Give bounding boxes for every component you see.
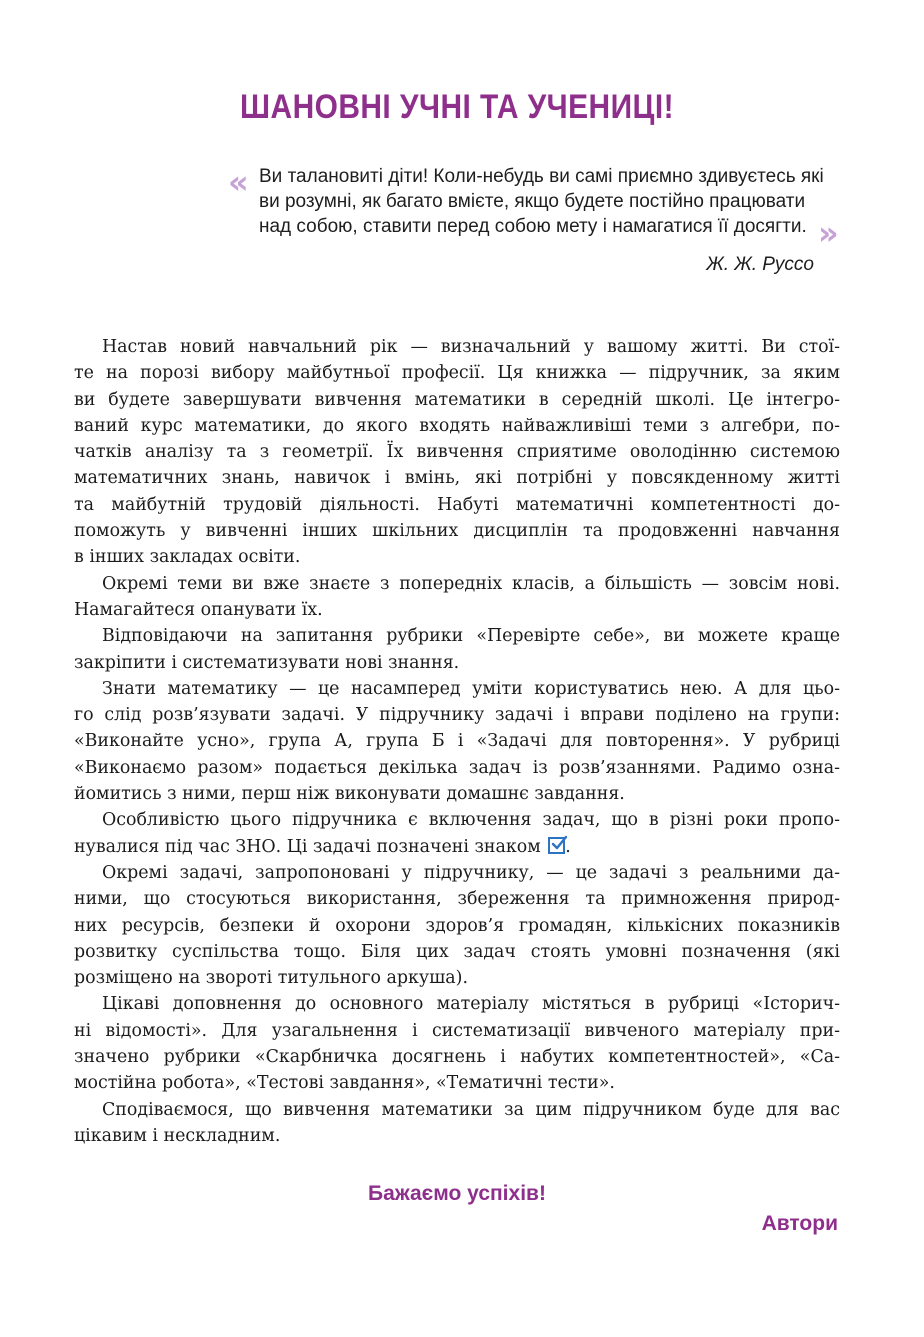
page-title: ШАНОВНІ УЧНІ ТА УЧЕНИЦІ! (240, 88, 674, 126)
text-line: Намагайтеся опанувати їх. (74, 599, 323, 620)
text-line: Окремі задачі, запропоновані у підручнику, — це задачі з реальними да- (102, 862, 840, 883)
epigraph-line: Ви талановиті діти! Коли-небудь ви самі приємно здивуєтесь які (259, 166, 824, 187)
paragraph (74, 1097, 840, 1150)
text-line: Окремі теми ви вже знаєте з попередніх класів, а більшість — зовсім нові. (102, 573, 840, 594)
text-line: Настав новий навчальний рік — визначальний у вашому житті. Ви стої- (102, 337, 840, 357)
text-line: ними, що стосуються використання, збереження та примноження природ- (74, 889, 840, 910)
text-line: чатків аналізу та з геометрії. Їх вивчення сприятиме оволодінню системою (74, 442, 840, 463)
text-line: го слід розв’язувати задачі. У підручнику задачі і вправи поділено на групи: (74, 705, 840, 726)
epigraph-text (259, 164, 839, 239)
text-line: та майбутній трудовій діяльності. Набуті математичні компетентності до- (74, 494, 840, 515)
paragraph (74, 571, 840, 624)
text-line: ні відомості». Для узагальнення і систематизації вивченого матеріалу при- (74, 1020, 840, 1041)
epigraph-author: Ж. Ж. Руссо (706, 254, 814, 275)
text-line: розміщено на звороті титульного аркуша). (74, 968, 468, 989)
quote-open-mark: « (228, 163, 249, 201)
text-line: в інших закладах освіти. (74, 547, 301, 568)
text-line: Знати математику — це насамперед уміти користуватись нею. А для цьо- (102, 678, 840, 699)
text-line (74, 834, 840, 860)
paragraph (74, 623, 840, 676)
paragraph (74, 334, 840, 571)
closing-wish: Бажаємо успіхів! (368, 1182, 546, 1205)
text-line: значено рубрики «Скарбничка досягнень і набутих компетентностей», «Са- (74, 1047, 840, 1068)
text-line: поможуть у вивченні інших шкільних дисциплін та продовженні навчання (74, 521, 840, 542)
body-text (74, 334, 840, 1149)
text-line: математичних знань, навичок і вмінь, які потрібні у повсякденному житті (74, 468, 840, 489)
checkbox-checked-icon (548, 837, 565, 854)
paragraph (74, 676, 840, 807)
text-fragment: . (565, 836, 571, 857)
text-line: розвитку суспільства тощо. Біля цих задач стоять умовні позначення (які (74, 941, 840, 962)
text-line: закріпити і систематизувати нові знання. (74, 652, 460, 673)
text-line: Відповідаючи на запитання рубрики «Перевірте себе», ви можете краще (102, 626, 840, 647)
quote-close-mark: » (818, 214, 839, 252)
text-line: Сподіваємося, що вивчення математики за цим підручником буде для вас (102, 1099, 840, 1120)
epigraph-line: ви розумні, як багато вмієте, якщо будете постійно працювати (259, 191, 806, 212)
text-line: йомитись з ними, перш ніж виконувати домашнє завдання. (74, 784, 625, 805)
paragraph (74, 860, 840, 991)
text-line: «Виконайте усно», група А, група Б і «Задачі для повторення». У рубриці (74, 731, 840, 752)
text-fragment: нувалися під час ЗНО. Ці задачі позначені знаком (74, 836, 541, 857)
signature: Автори (761, 1212, 838, 1235)
paragraph (74, 991, 840, 1096)
text-line: них ресурсів, безпеки й охорони здоров’я громадян, кількісних показників (74, 915, 840, 936)
text-line: те на порозі вибору майбутньої професії. Ця книжка — підручник, за яким (74, 363, 840, 384)
text-line: ваний курс математики, до якого входять найважливіші теми з алгебри, по- (74, 415, 840, 436)
text-line: Цікаві доповнення до основного матеріалу містяться в рубриці «Історич- (102, 994, 840, 1015)
text-line: Особливістю цього підручника є включення задач, що в різні роки пропо- (102, 810, 840, 831)
text-line: цікавим і нескладним. (74, 1125, 281, 1146)
paragraph (74, 807, 840, 860)
text-line: «Виконаємо разом» подається декілька задач із розв’язаннями. Радимо озна- (74, 757, 840, 778)
epigraph-line: над собою, ставити перед собою мету і намагатися її досягти. (259, 216, 807, 237)
text-line: ви будете завершувати вивчення математики в середній школі. Це інтегро- (74, 389, 840, 410)
text-line: мостійна робота», «Тестові завдання», «Тематичні тести». (74, 1073, 615, 1094)
